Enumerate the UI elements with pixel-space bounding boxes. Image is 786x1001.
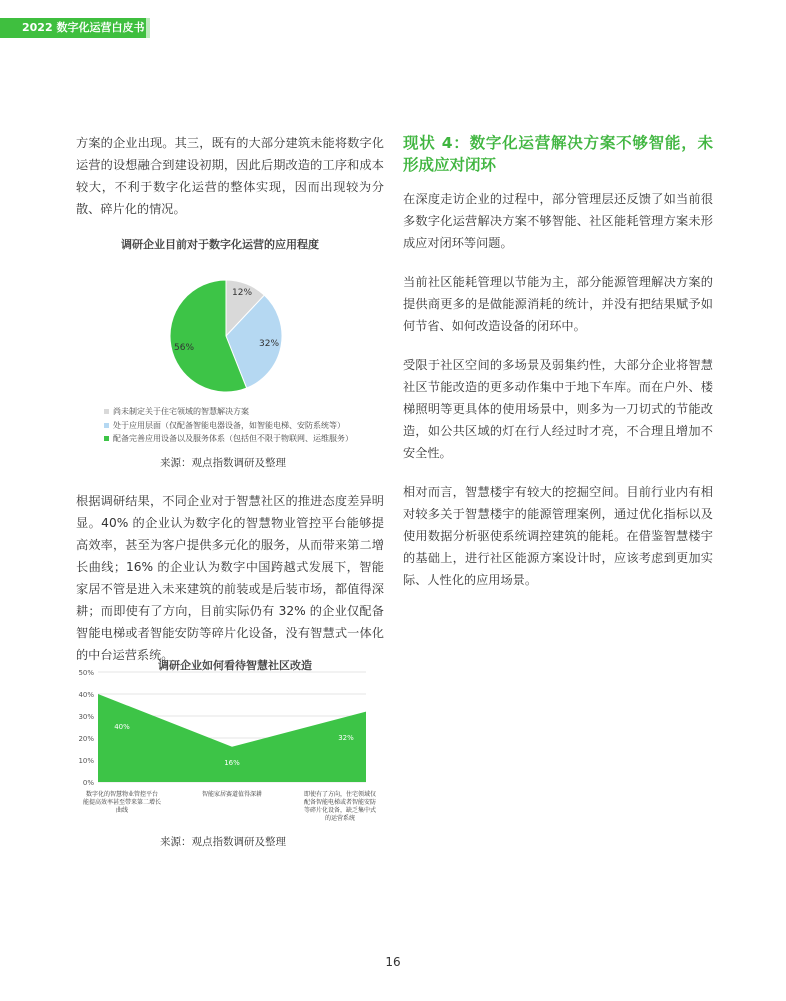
y-tick-label: 0% — [82, 779, 94, 787]
header-tab — [0, 18, 146, 38]
pie-chart — [166, 279, 286, 394]
legend-item — [104, 432, 353, 446]
left-column — [76, 132, 384, 220]
legend-label: 配备完善应用设备以及服务体系（包括但不限于物联网、运维服务） — [113, 434, 353, 443]
y-tick-label: 30% — [78, 713, 94, 721]
y-tick-label: 40% — [78, 691, 94, 699]
pie-chart-svg — [166, 279, 286, 394]
right-column — [403, 132, 713, 608]
header-title: 2022 数字化运营白皮书 — [22, 21, 145, 34]
right-paragraph-2: 当前社区能耗管理以节能为主，部分能源管理解决方案的提供商更多的是做能源消耗的统计，并没有把结果赋予如何节省、如何改造设备的闭环中。 — [403, 275, 713, 333]
x-tick-label: 的运营系统 — [324, 815, 356, 822]
pie-legend — [104, 405, 353, 446]
pie-label-2: 32% — [259, 339, 280, 349]
x-tick-label: 等碎片化设备，缺乏集中式 — [303, 807, 376, 814]
header-tab-accent — [146, 18, 150, 38]
x-tick-label: 能提高效率甚至带来第二增长 — [82, 799, 162, 806]
x-tick-label: 数字化的智慧物业管控平台 — [85, 791, 159, 798]
right-paragraph-1: 在深度走访企业的过程中，部分管理层还反馈了如当前很多数字化运营解决方案不够智能、社区能耗管理方案未形成应对闭环等问题。 — [403, 192, 713, 250]
legend-swatch-grey — [104, 409, 109, 414]
pie-label-3: 56% — [174, 343, 195, 353]
left-paragraph-1: 方案的企业出现。其三，既有的大部分建筑未能将数字化运营的设想融合到建设初期，因此后期改造的工序和成本较大，不利于数字化运营的整体实现，因而出现较为分散、碎片化的情况。 — [76, 136, 384, 216]
legend-swatch-blue — [104, 423, 109, 428]
left-paragraph-2: 根据调研结果，不同企业对于智慧社区的推进态度差异明显。40% 的企业认为数字化的智慧物业管控平台能够提高效率，甚至为客户提供多元化的服务，从而带来第二增长曲线；16% 的企业认为数字中国跨越式发展下，智能家居不管是进入未来建筑的前装或是后装市场，都值得深耕；而即使有了方向，目前实际仍有 32% 的企业仅配备智能电梯或者智能安防等碎片化设备，没有智慧式一体化的中台运营系统。 — [76, 494, 384, 662]
pie-source-note: 来源：观点指数调研及整理 — [160, 457, 286, 469]
section-title: 现状 4：数字化运营解决方案不够智能，未形成应对闭环 — [403, 134, 713, 174]
x-tick-label: 即使有了方向，住宅领域仅 — [303, 791, 376, 798]
page-number: 16 — [385, 955, 401, 969]
data-label: 40% — [114, 723, 130, 732]
data-label: 16% — [224, 758, 240, 767]
pie-label-1: 12% — [232, 288, 253, 298]
x-tick-label: 智能家居赛道值得深耕 — [201, 791, 263, 798]
legend-swatch-green — [104, 436, 109, 441]
y-tick-label: 10% — [78, 757, 94, 765]
area-source-note: 来源：观点指数调研及整理 — [160, 836, 286, 848]
x-tick-label: 配备智能电梯或者智能安防 — [303, 799, 376, 806]
data-label: 32% — [338, 733, 354, 742]
legend-item — [104, 405, 353, 419]
legend-label: 处于应用层面（仅配备智能电器设备，如智能电梯、安防系统等） — [113, 420, 345, 430]
area-chart-title: 调研企业如何看待智慧社区改造 — [158, 659, 312, 672]
x-tick-label: 曲线 — [115, 807, 129, 814]
pie-chart-title: 调研企业目前对于数字化运营的应用程度 — [121, 238, 319, 251]
right-paragraph-3: 受限于社区空间的多场景及弱集约性，大部分企业将智慧社区节能改造的更多动作集中于地下车库。而在户外、楼梯照明等更具体的使用场景中，则多为一刀切式的节能改造，如公共区域的灯在行人经过时才亮，不合理且增加不安全性。 — [403, 358, 713, 460]
area-chart — [76, 664, 376, 834]
legend-item — [104, 419, 353, 433]
y-tick-label: 50% — [78, 669, 94, 677]
legend-label: 尚未制定关于住宅领域的智慧解决方案 — [113, 407, 249, 416]
y-tick-label: 20% — [78, 735, 94, 743]
right-paragraph-4: 相对而言，智慧楼宇有较大的挖掘空间。目前行业内有相对较多关于智慧楼宇的能源管理案例，通过优化指标以及使用数据分析驱使系统调控建筑的能耗。在借鉴智慧楼宇的基础上，进行社区能源方案设计时，应该考虑到更加实际、人性化的应用场景。 — [403, 485, 713, 587]
